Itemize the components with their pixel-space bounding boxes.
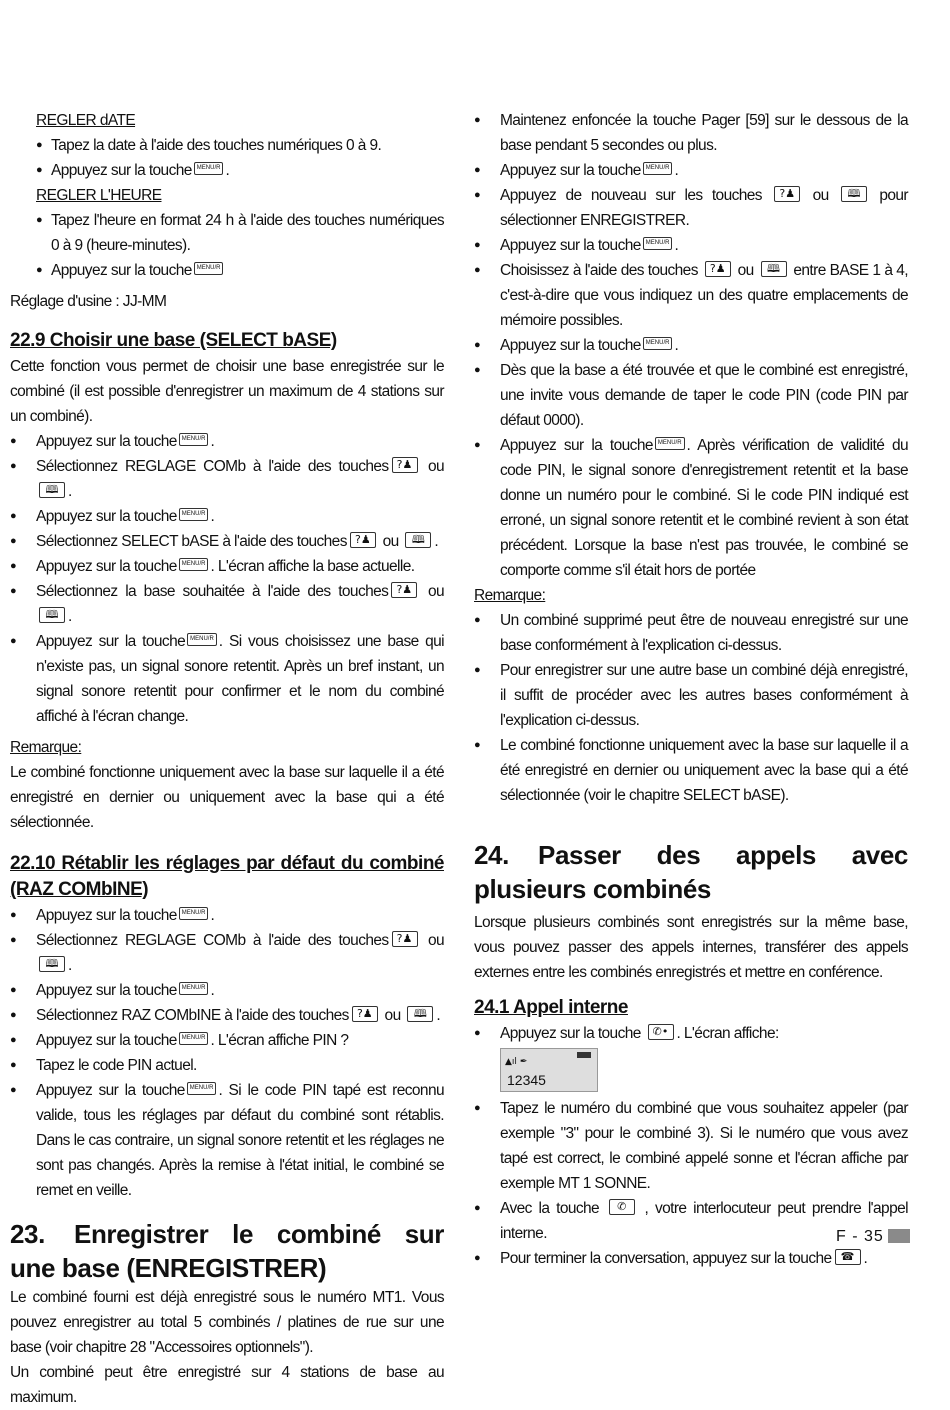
list-item: ● Maintenez enfoncée la touche Pager [59] sur le dessous de la base pendant 5 secondes ou plus. [474,108,908,158]
heure-steps [10,208,444,283]
list-item: ● Appuyez sur la touche MENU/R . Si vous choisissez une base qui n'existe pas, un signal sonore retentit. Après un bref instant, un signal sonore retentit pour confirmer et le nom du combiné affiché à l'écran change. [10,629,444,729]
section-24-paragraph: Lorsque plusieurs combinés sont enregistrés sur la même base, vous pouvez passer des appels internes, transférer des appels externes entre les combinés enregistrés et mettre en conférence. [474,914,908,981]
menu-key-icon: MENU/R [179,907,209,920]
phonebook-icon: 🕮 [407,1006,433,1022]
list-item: ● Appuyez sur la touche ✆• . L'écran affiche: [474,1021,908,1046]
list-item: ● Appuyez sur la touche MENU/R . [474,158,908,183]
list-item: ● Appuyez sur la touche MENU/R . [10,504,444,529]
phonebook-icon: 🕮 [39,607,65,623]
list-item: ● Appuyez sur la touche MENU/R . [10,978,444,1003]
list-item: ● Sélectionnez RAZ COMbINE à l'aide des touches ?♟ ou 🕮 . [10,1003,444,1028]
regler-date-heading: REGLER dATE [36,112,136,129]
phonebook-icon: 🕮 [841,186,867,202]
list-item: ● Appuyez sur la touche MENU/R . [36,158,444,183]
menu-key-icon: MENU/R [655,437,685,450]
remarque-label: Remarque: [474,587,546,604]
list-item: ● Appuyez sur la touche MENU/R . [10,903,444,928]
page-marker [888,1229,910,1243]
list-item: ● Appuyez sur la touche MENU/R . Si le code PIN tapé est reconnu valide, tous les réglages par défaut du combiné sont rétablis. Dans le cas contraire, un signal sonore retentit et les réglages ne sont pas changés. Après la remise à l'état initial, le combiné se remet en veille. [10,1078,444,1203]
date-steps [10,133,444,183]
list-item: ● Sélectionnez SELECT bASE à l'aide des touches ?♟ ou 🕮 . [10,529,444,554]
list-item: ● Tapez l'heure en format 24 h à l'aide des touches numériques 0 à 9 (heure-minutes). [36,208,444,258]
list-item: ● Appuyez sur la touche MENU/R [36,258,444,283]
handset-display [500,1048,598,1092]
intercom-icon: ?♟ [392,931,418,947]
list-item: ● Pour terminer la conversation, appuyez sur la touche ☎ . [474,1246,908,1271]
intercom-icon: ?♟ [705,261,731,277]
section-24-heading [474,838,908,906]
intercom-icon: ?♟ [391,582,417,598]
menu-key-icon: MENU/R [194,162,224,175]
menu-key-icon: MENU/R [643,237,673,250]
section-22-9-heading: 22.9 Choisir une base (SELECT bASE) [10,330,337,351]
list-item: ● Appuyez de nouveau sur les touches ?♟ ou 🕮 pour sélectionner ENREGISTRER. [474,183,908,233]
intercom-key-icon: ✆• [648,1024,674,1040]
menu-key-icon: MENU/R [179,508,209,521]
battery-icon [577,1052,591,1058]
list-item: ● Un combiné supprimé peut être de nouveau enregistré sur une base conformément à l'explication ci-dessus. [474,608,908,658]
register-steps [474,108,908,583]
internal-call-steps [474,1021,908,1046]
remarque-text: Le combiné fonctionne uniquement avec la base sur laquelle il a été enregistré en dernier ou uniquement avec la base qui a été sélectionnée. [10,764,444,831]
section-22-10-heading: 22.10 Rétablir les réglages par défaut du combiné (RAZ COMbINE) [10,853,444,900]
menu-key-icon: MENU/R [179,1032,209,1045]
section-23-note: Un combiné peut être enregistré sur 4 stations de base au maximum. [10,1364,444,1406]
section-24-number: 24. [474,840,509,870]
phonebook-icon: 🕮 [761,261,787,277]
menu-key-icon: MENU/R [179,433,209,446]
intercom-icon: ?♟ [352,1006,378,1022]
phonebook-icon: 🕮 [405,532,431,548]
menu-key-icon: MENU/R [179,982,209,995]
menu-key-icon: MENU/R [187,633,217,646]
section-23-title: Enregistrer le combiné sur une base (ENREGISTRER) [10,1219,444,1283]
left-column [10,108,444,1410]
list-item: ● Pour enregistrer sur une autre base un combiné déjà enregistré, il suffit de procéder avec les autres bases conformément à l'explication ci-dessus. [474,658,908,733]
list-item: ● Avec la touche ✆ , votre interlocuteur peut prendre l'appel interne. [474,1196,908,1246]
list-item: ● Tapez le numéro du combiné que vous souhaitez appeler (par exemple "3" pour le combiné 3). Si le numéro que vous avez tapé est correct, le combiné appelé sonne et l'écran affiche par exemple MT 1 SONNE. [474,1096,908,1196]
section-22-9-steps [10,429,444,729]
intercom-icon: ?♟ [392,457,418,473]
phonebook-icon: 🕮 [39,956,65,972]
section-23-number: 23. [10,1219,45,1249]
display-number: 12345 [507,1072,546,1088]
list-item: ● Le combiné fonctionne uniquement avec la base sur laquelle il a été enregistré en dernier ou uniquement avec la base qui a été sélectionnée (voir le chapitre SELECT bASE). [474,733,908,808]
remarque-list [474,608,908,808]
regler-heure-heading: REGLER L'HEURE [36,187,162,204]
list-item: ● Choisissez à l'aide des touches ?♟ ou 🕮 entre BASE 1 à 4, c'est-à-dire que vous indiquez un des quatre emplacements de mémoire possibles. [474,258,908,333]
list-item: ● Dès que la base a été trouvée et que le combiné est enregistré, une invite vous demande de taper le code PIN (code PIN par défaut 0000). [474,358,908,433]
menu-key-icon: MENU/R [643,162,673,175]
list-item: ● Sélectionnez REGLAGE COMb à l'aide des touches ?♟ ou 🕮 . [10,928,444,978]
list-item: ● Appuyez sur la touche MENU/R . [474,233,908,258]
list-item: ● Appuyez sur la touche MENU/R . L'écran affiche la base actuelle. [10,554,444,579]
menu-key-icon: MENU/R [194,262,224,275]
list-item: ● Sélectionnez REGLAGE COMb à l'aide des touches ?♟ ou 🕮 . [10,454,444,504]
handset-icon: ✒ [519,1057,528,1067]
hangup-key-icon: ☎ [835,1249,861,1265]
list-item: ● Sélectionnez la base souhaitée à l'aide des touches ?♟ ou 🕮 . [10,579,444,629]
menu-key-icon: MENU/R [643,337,673,350]
section-23-paragraph: Le combiné fourni est déjà enregistré sous le numéro MT1. Vous pouvez enregistrer au total 5 combinés / platines de rue sur une base (voir chapitre 28 "Accessoires optionnels"). [10,1289,444,1356]
right-column [474,108,908,1271]
menu-key-icon: MENU/R [187,1082,217,1095]
remarque-label: Remarque: [10,739,82,756]
intercom-icon: ?♟ [350,532,376,548]
section-24-1-heading: 24.1 Appel interne [474,997,628,1018]
list-item: ● Tapez le code PIN actuel. [10,1053,444,1078]
list-item: ● Tapez la date à l'aide des touches numériques 0 à 9. [36,133,444,158]
section-22-9-intro: Cette fonction vous permet de choisir une base enregistrée sur le combiné (il est possible d'enregistrer un maximum de 4 stations sur un combiné). [10,358,444,425]
signal-icon: ▲ıl [505,1057,517,1067]
factory-setting-note: Réglage d'usine : JJ-MM [10,293,167,310]
list-item: ● Appuyez sur la touche MENU/R . Après vérification de validité du code PIN, le signal sonore d'enregistrement retentit et la base donne un numéro pour le combiné. Si le code PIN indiqué est erroné, un signal sonore retentit et le combiné revient à son état précédent. Lorsque la base n'est pas trouvée, le combiné se comporte comme s'il était hors de portée [474,433,908,583]
list-item: ● Appuyez sur la touche MENU/R . [10,429,444,454]
intercom-icon: ?♟ [774,186,800,202]
menu-key-icon: MENU/R [179,558,209,571]
section-23-heading [10,1217,444,1285]
list-item: ● Appuyez sur la touche MENU/R . L'écran affiche PIN ? [10,1028,444,1053]
phonebook-icon: 🕮 [39,482,65,498]
list-item: ● Appuyez sur la touche MENU/R . [474,333,908,358]
talk-key-icon: ✆ [609,1199,635,1215]
section-24-title: Passer des appels avec plusieurs combinés [474,840,908,904]
page-number: F - 35 [836,1228,910,1246]
section-22-10-steps [10,903,444,1203]
